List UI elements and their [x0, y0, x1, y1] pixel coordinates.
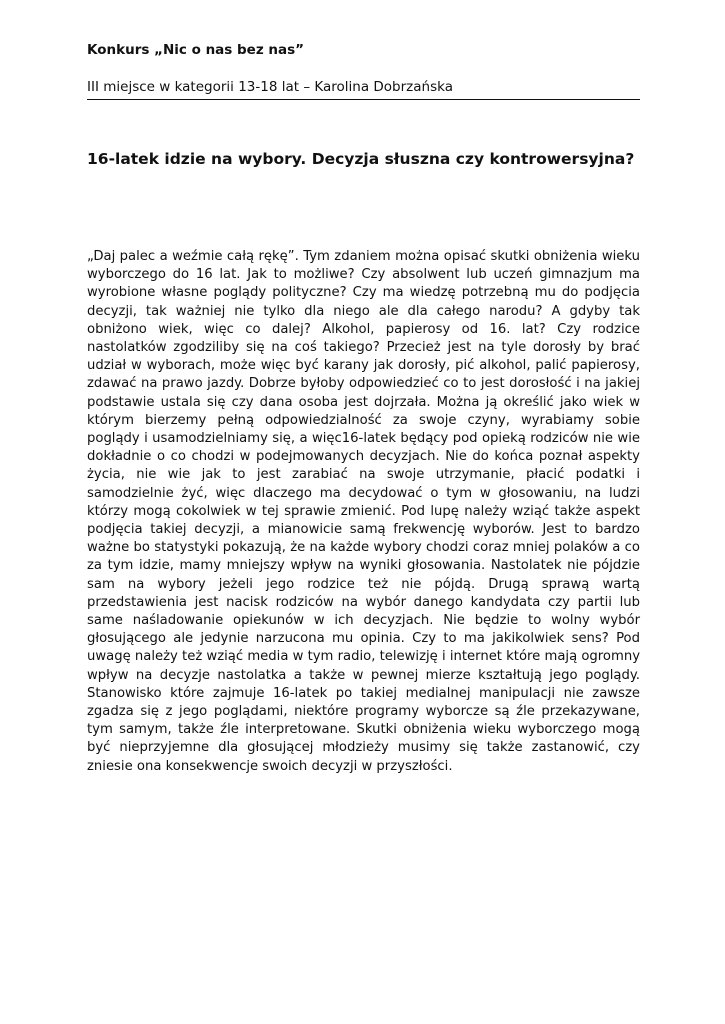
essay-body: „Daj palec a weźmie całą rękę”. Tym zdaniem można opisać skutki obniżenia wieku wyborczego do 16 lat. Jak to możliwe? Czy absolwent lub uczeń gimnazjum ma wyrobione własne poglądy polityczne? Czy ma wiedzę potrzebną mu do podjęcia decyzji, tak ważniej nie tylko dla niego ale dla całego narodu? A gdyby tak obniżono wiek, więc co dalej? Alkohol, papierosy od 16. lat? Czy rodzice nastolatków zgodziliby się na coś takiego? Przecież jest na tyle dorosły by brać udział w wyborach, może więc być karany jak dorosły, pić alkohol, palić papierosy, zdawać na prawo jazdy. Dobrze byłoby odpowiedzieć co to jest dorosłość i na jakiej podstawie ustala się czy dana osoba jest dojrzała. Można ją określić jako wiek w którym bierzemy pełną odpowiedzialność za swoje czyny, wyrabiamy sobie poglądy i usamodzielniamy się, a więc16-latek będący pod opieką rodziców nie wie dokładnie o co chodzi w podejmowanych decyzjach. Nie do końca poznał aspekty życia, nie wie jak to jest zarabiać na swoje utrzymanie, płacić podatki i samodzielnie żyć, więc dlaczego ma decydować o tym w głosowaniu, na ludzi którzy mogą cokolwiek w tej sprawie zmienić. Pod lupę należy wziąć także aspekt podjęcia takiej decyzji, a mianowicie samą frekwencję wyborów. Jest to bardzo ważne bo statystyki pokazują, że na każde wybory chodzi coraz mniej polaków a co za tym idzie, mamy mniejszy wpływ na wyniki głosowania. Nastolatek nie pójdzie sam na wybory jeżeli jego rodzice też nie pójdą. Drugą sprawą wartą przedstawienia jest nacisk rodziców na wybór danego kandydata czy partii lub same naśladowanie opiekunów w ich decyzjach. Nie będzie to wolny wybór głosującego ale jedynie narzucona mu opinia. Czy to ma jakikolwiek sens? Pod uwagę należy też wziąć media w tym radio, telewizję i internet które mają ogromny wpływ na decyzje nastolatka a także w pewnej mierze kształtują jego poglądy. Stanowisko które zajmuje 16-latek po takiej medialnej manipulacji nie zawsze zgadza się z jego poglądami, niektóre programy wyborcze są źle przekazywane, tym samym, także źle interpretowane. Skutki obniżenia wieku wyborczego mogą być nieprzyjemne dla głosującej młodzieży musimy się także zastanowić, czy zniesie ona konsekwencje swoich decyzji w przyszłości.: [87, 249, 640, 774]
document-header: [87, 40, 640, 100]
contest-name: Konkurs „Nic o nas bez nas”: [87, 42, 305, 58]
award-line: III miejsce w kategorii 13-18 lat – Karolina Dobrzańska: [87, 77, 640, 100]
essay-title: 16-latek idzie na wybory. Decyzja słuszna czy kontrowersyjna?: [87, 150, 635, 168]
